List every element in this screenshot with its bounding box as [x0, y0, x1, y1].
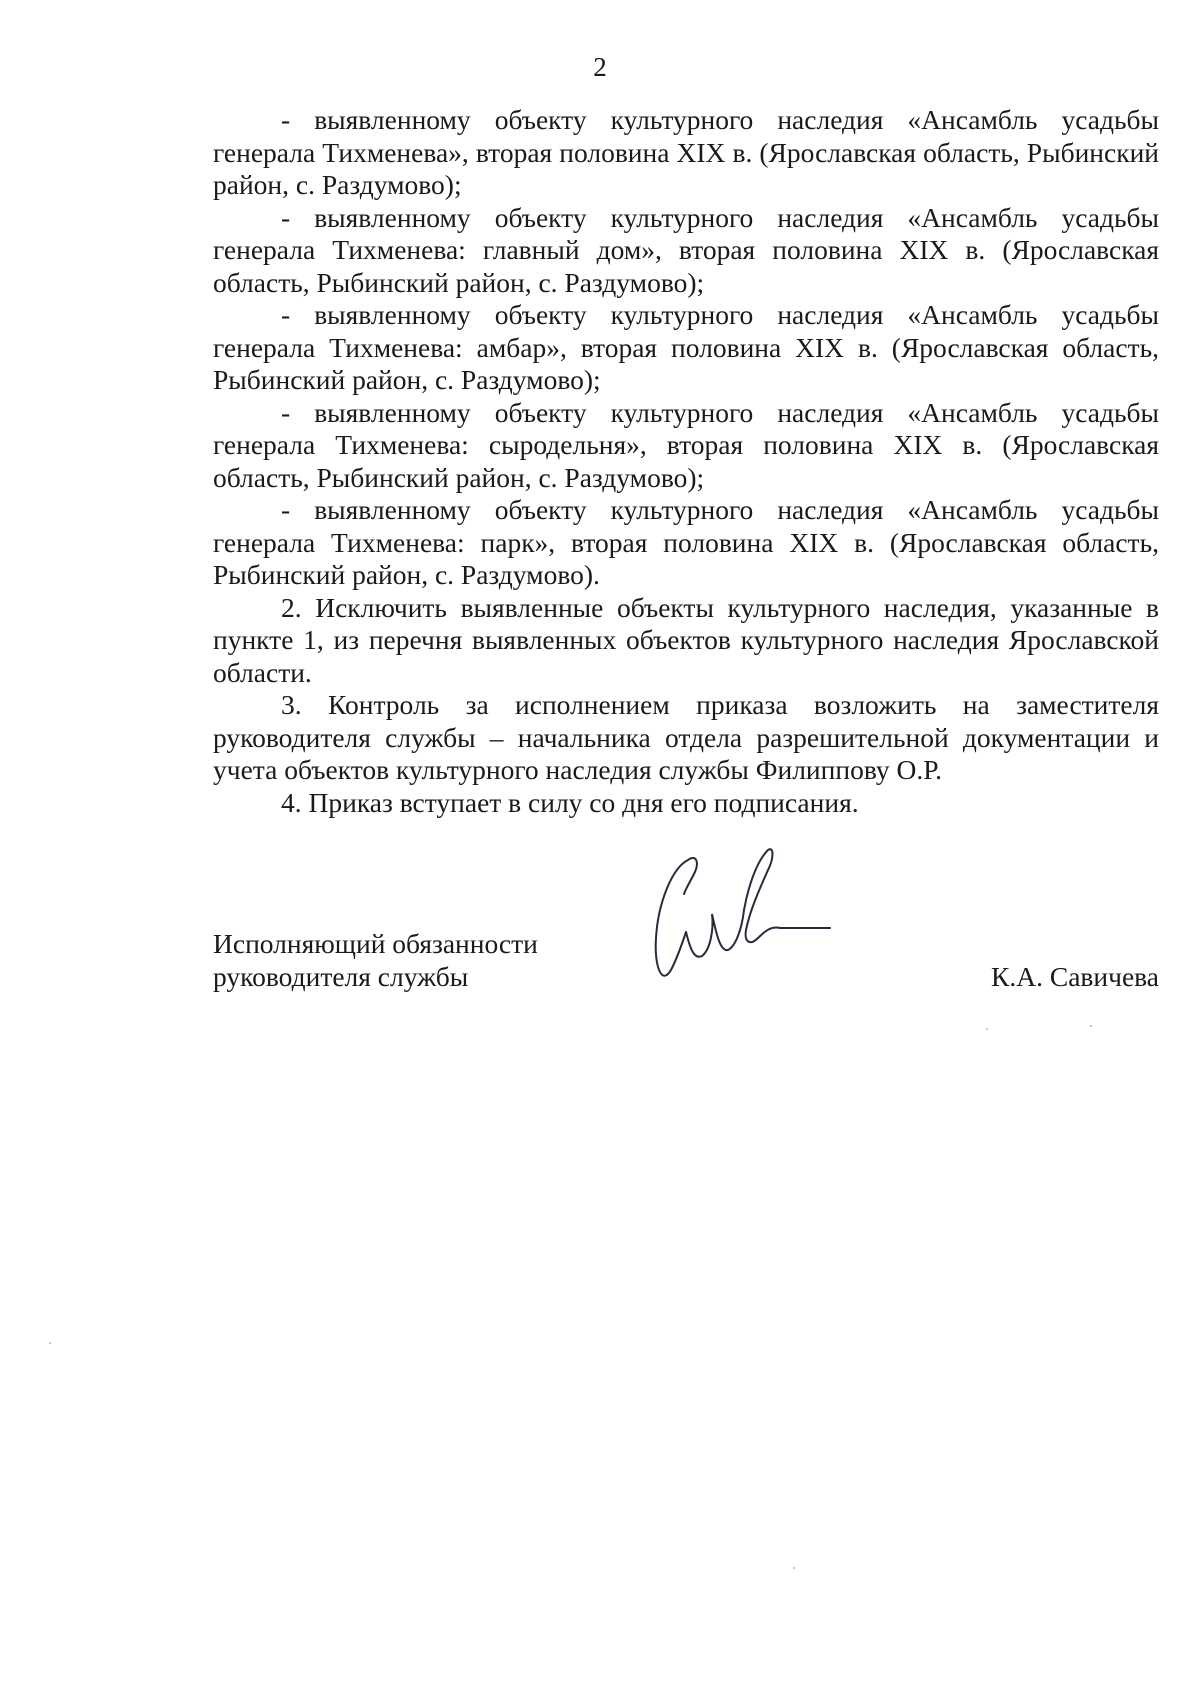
list-item-main-house: - выявленному объекту культурного наследия «Ансамбль усадьбы генерала Тихменева: главный дом», вторая половина XIX в. (Ярославская область, Рыбинский район, с. Раздумово);: [213, 201, 1159, 298]
scan-speck: [1090, 1025, 1092, 1027]
scan-speck: [49, 1342, 51, 1344]
list-item-ensemble: - выявленному объекту культурного наследия «Ансамбль усадьбы генерала Тихменева», вторая половина XIX в. (Ярославская область, Рыбинский район, с. Раздумово);: [213, 104, 1159, 200]
signatory-position-line-1: Исполняющий обязанности: [213, 928, 538, 959]
list-item-park: - выявленному объекту культурного наследия «Ансамбль усадьбы генерала Тихменева: парк», вторая половина XIX в. (Ярославская область, Рыбинский район, с. Раздумово).: [213, 494, 1159, 590]
clause-3: 3. Контроль за исполнением приказа возложить на заместителя руководителя службы – начальника отдела разрешительной документации и учета объектов культурного наследия службы Филиппову О.Р.: [213, 689, 1159, 785]
scan-speck: [986, 1028, 988, 1030]
signature-block: [213, 927, 1159, 1017]
signatory-position-line-2: руководителя службы: [213, 961, 469, 992]
scan-speck: [793, 1567, 795, 1569]
signatory-position: [213, 927, 538, 993]
list-item-barn: - выявленному объекту культурного наследия «Ансамбль усадьбы генерала Тихменева: амбар», вторая половина XIX в. (Ярославская область, Рыбинский район, с. Раздумово);: [213, 299, 1159, 395]
clause-2: 2. Исключить выявленные объекты культурного наследия, указанные в пункте 1, из перечня выявленных объектов культурного наследия Ярославской области.: [213, 591, 1159, 688]
order-body: [213, 104, 1159, 819]
clause-4: 4. Приказ вступает в силу со дня его подписания.: [281, 786, 859, 818]
list-item-cheese-dairy: - выявленному объекту культурного наследия «Ансамбль усадьбы генерала Тихменева: сыродельня», вторая половина XIX в. (Ярославская область, Рыбинский район, с. Раздумово);: [213, 396, 1159, 493]
page-number: 2: [593, 52, 607, 82]
signatory-name: К.А. Савичева: [991, 961, 1159, 992]
